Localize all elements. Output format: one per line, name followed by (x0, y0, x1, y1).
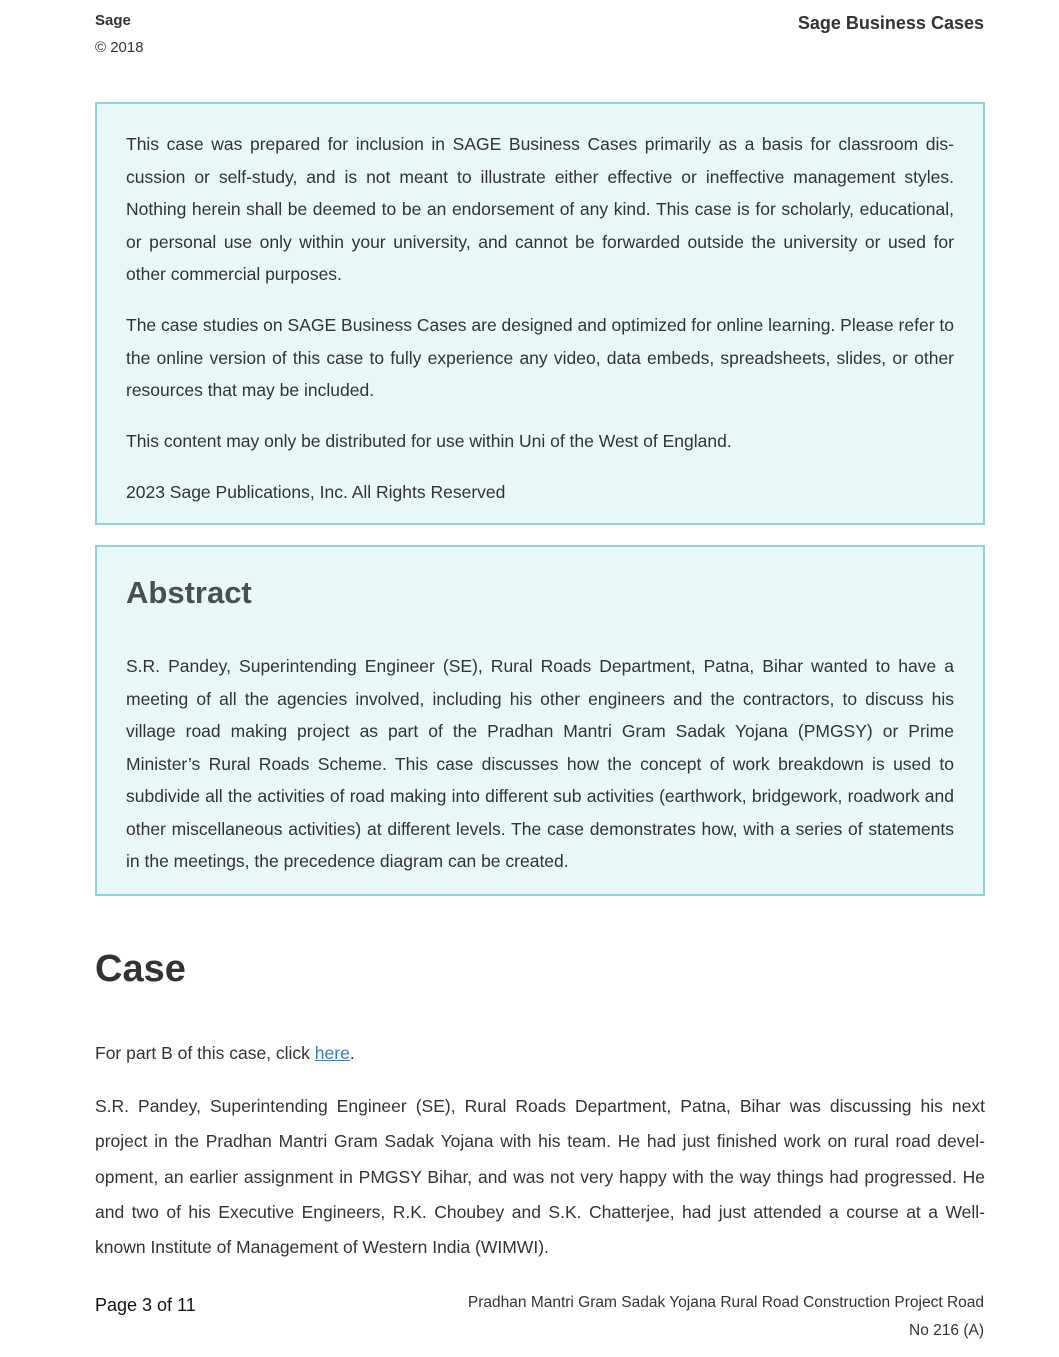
disclaimer-paragraph: The case studies on SAGE Business Cases are designed and optimized for online learning. Please refer to the online version of this case to fully experience any video, data embeds, spreadsheets, slides, or other resources that may be included. (126, 315, 954, 400)
case-intro-suffix: . (349, 1043, 355, 1063)
page-number: Page 3 of 11 (95, 1295, 196, 1315)
case-intro-prefix: For part B of this case, click (95, 1043, 315, 1063)
footer-doc-title (424, 1289, 984, 1345)
abstract-text: S.R. Pandey, Superintending Engineer (SE), Rural Roads Department, Patna, Bihar wanted to have a meeting of all the agencies involved, including his other engineers and the contractors, to discuss his village road making project as part of the Pradhan Mantri Gram Sadak Yojana (PMGSY) or Prime Minister’s Rural Roads Scheme. This case discusses how the concept of work breakdown is used to subdivide all the activities of road making into different sub activities (earthwork, bridgework, roadwork and other miscellaneous activities) at different levels. The case demonstrates how, with a series of statements in the meetings, the precedence diagram can be created. (126, 656, 954, 871)
disclaimer-paragraph: This content may only be distributed for use within Uni of the West of England. (126, 431, 732, 451)
case-heading: Case (95, 948, 186, 990)
abstract-heading: Abstract (126, 575, 252, 610)
case-body-paragraph: S.R. Pandey, Superintending Engineer (SE), Rural Roads Department, Patna, Bihar was discussing his next project in the Pradhan Mantri Gram Sadak Yojana with his team. He had just finished work on rural road development, an earlier assignment in PMGSY Bihar, and was not very happy with the way things had progressed. He and two of his Executive Engineers, R.K. Choubey and S.K. Chatterjee, had just attended a course at a Well-known Institute of Management of Western India (WIMWI). (95, 1096, 985, 1258)
disclaimer-paragraph: 2023 Sage Publications, Inc. All Rights Reserved (126, 482, 506, 502)
abstract-box (95, 545, 985, 896)
publisher-name: Sage (95, 12, 131, 29)
copyright-year: © 2018 (95, 39, 144, 56)
footer-doc-title-line: Pradhan Mantri Gram Sadak Yojana Rural Road Construction Project Road (467, 1294, 984, 1311)
part-b-link[interactable]: here (314, 1043, 350, 1063)
case-intro (95, 1040, 355, 1066)
series-title: Sage Business Cases (797, 13, 984, 33)
disclaimer-paragraph: This case was prepared for inclusion in SAGE Business Cases primarily as a basis for classroom discussion or self-study, and is not meant to illustrate either effective or ineffective management styles. Nothing herein shall be deemed to be an endorsement of any kind. This case is for scholarly, educational, or personal use only within your university, and cannot be forwarded outside the university or used for other commercial purposes. (126, 134, 954, 284)
footer-doc-title-line: No 216 (A) (909, 1322, 984, 1339)
disclaimer-box (95, 102, 985, 525)
